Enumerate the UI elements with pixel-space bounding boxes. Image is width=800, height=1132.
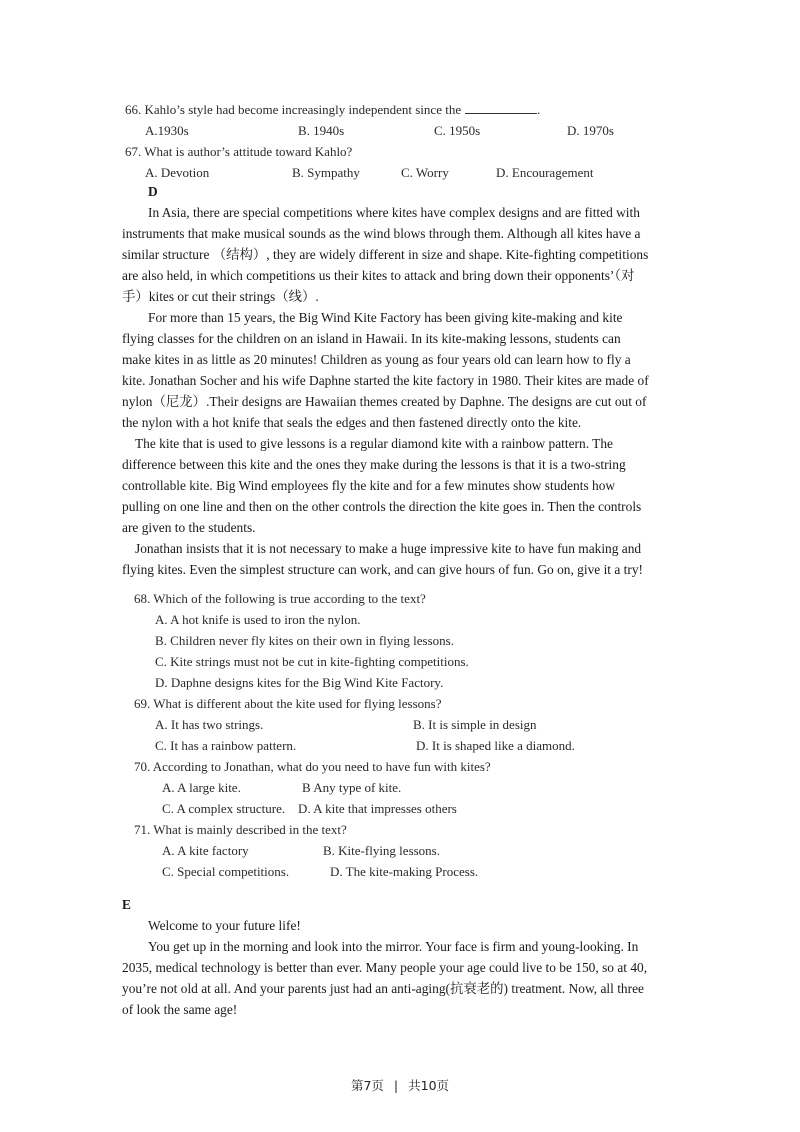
q68-option-b: B. Children never fly kites on their own in flying lessons. [155,633,454,648]
q70-option-d: D. A kite that impresses others [298,801,457,816]
passage-line: of look the same age! [122,1002,238,1017]
q68-stem: 68. Which of the following is true according to the text? [134,591,426,606]
q69-option-b: B. It is simple in design [413,717,537,732]
passage-line: The kite that is used to give lessons is a regular diamond kite with a rainbow pattern. The [135,436,613,451]
q70-option-b: B Any type of kite. [302,780,402,795]
q68-option-c: C. Kite strings must not be cut in kite-fighting competitions. [155,654,469,669]
q67-option-b: B. Sympathy [292,165,360,180]
q67-option-a: A. Devotion [145,165,210,180]
q66-blank [465,101,537,114]
passage-line: Welcome to your future life! [148,918,301,933]
passage-line: 2035, medical technology is better than ever. Many people your age could live to be 150, so at 40, [122,960,648,975]
passage-line: You get up in the morning and look into the mirror. Your face is firm and young-looking. In [148,939,639,954]
q68-option-a: A. A hot knife is used to iron the nylon. [155,612,361,627]
q68-option-d: D. Daphne designs kites for the Big Wind Kite Factory. [155,675,444,690]
q70-stem: 70. According to Jonathan, what do you need to have fun with kites? [134,759,491,774]
footer-separator: | [393,1078,399,1093]
q71-option-d: D. The kite-making Process. [330,864,479,879]
page-number: 第7页 [350,1078,384,1093]
section-d-heading: D [148,184,158,199]
q70-option-a: A. A large kite. [162,780,241,795]
q69-option-c: C. It has a rainbow pattern. [155,738,297,753]
passage-line: pulling on one line and then on the other controls the direction the kite goes in. Then the controls [122,499,642,514]
q67-option-d: D. Encouragement [496,165,594,180]
q71-option-b: B. Kite-flying lessons. [323,843,440,858]
passage-line: similar structure （结构）, they are widely different in size and shape. Kite-fighting competitions [122,247,649,262]
passage-line: kite. Jonathan Socher and his wife Daphne started the kite factory in 1980. Their kites are made of [122,373,649,388]
q66-option-a: A.1930s [145,123,189,138]
passage-line: nylon（尼龙）.Their designs are Hawaiian themes created by Daphne. The designs are cut out of [122,394,647,409]
q69-option-a: A. It has two strings. [155,717,264,732]
passage-line: are given to the students. [122,520,256,535]
q66-option-d: D. 1970s [567,123,614,138]
passage-line: flying kites. Even the simplest structure can work, and can give hours of fun. Go on, give it a try! [122,562,643,577]
passage-line: difference between this kite and the ones they make during the lessons is that it is a two-string [122,457,626,472]
passage-line: instruments that make musical sounds as the wind blows through them. Although all kites have a [122,226,641,241]
q71-option-c: C. Special competitions. [162,864,290,879]
passage-line: In Asia, there are special competitions where kites have complex designs and are fitted with [148,205,640,220]
passage-line: are also held, in which competitions us their kites to attack and bring down their opponents’（对 [122,268,635,283]
q66-option-b: B. 1940s [298,123,345,138]
q71-stem: 71. What is mainly described in the text? [134,822,347,837]
passage-line: flying classes for the children on an island in Hawaii. In its kite-making lessons, students can [122,331,621,346]
page-total: 共10页 [408,1078,450,1093]
q66-option-c: C. 1950s [434,123,481,138]
passage-line: For more than 15 years, the Big Wind Kite Factory has been giving kite-making and kite [148,310,623,325]
passage-line: 手）kites or cut their strings（线）. [122,289,319,304]
passage-line: the nylon with a hot knife that seals the edges and then fastened directly onto the kite. [122,415,582,430]
section-e-heading: E [122,897,131,912]
q67-stem: 67. What is author’s attitude toward Kahlo? [125,144,353,159]
q66-stem: 66. Kahlo’s style had become increasingly independent since the . [125,102,541,117]
q71-option-a: A. A kite factory [162,843,249,858]
q69-option-d: D. It is shaped like a diamond. [416,738,575,753]
passage-line: controllable kite. Big Wind employees fly the kite and for a few minutes show students how [122,478,616,493]
page-footer [0,1076,800,1094]
passage-line: make kites in as little as 20 minutes! Children as young as four years old can learn how to fly a [122,352,631,367]
passage-line: you’re not old at all. And your parents just had an anti-aging(抗衰老的) treatment. Now, all three [122,981,644,996]
passage-line: Jonathan insists that it is not necessary to make a huge impressive kite to have fun making and [135,541,642,556]
q70-option-c: C. A complex structure. [162,801,286,816]
q67-option-c: C. Worry [401,165,449,180]
q69-stem: 69. What is different about the kite used for flying lessons? [134,696,442,711]
